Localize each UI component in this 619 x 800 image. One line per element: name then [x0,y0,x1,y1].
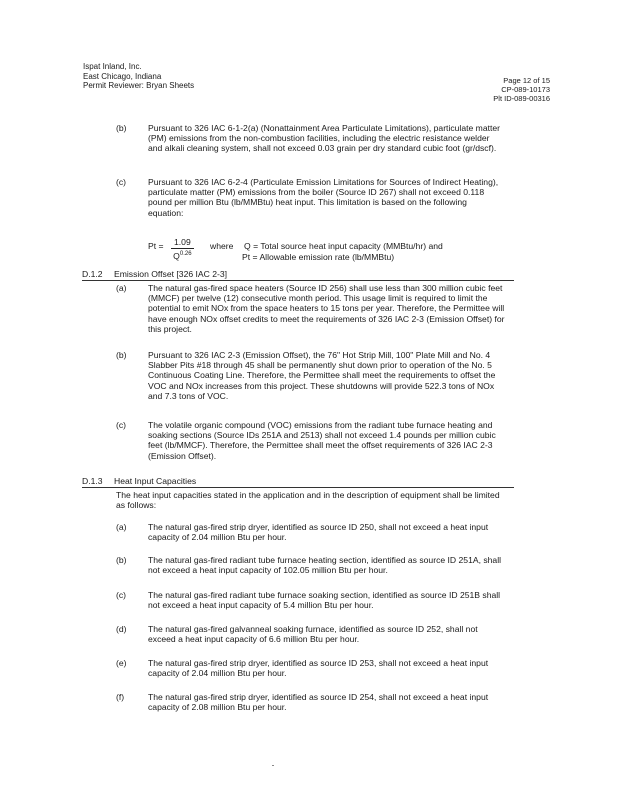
item-label: (c) [116,177,127,187]
paragraph: The natural gas-fired radiant tube furnace heating section, identified as source ID 251A, shall not exceed a heat input capacity of 102.05 million Btu per hour. [148,555,502,576]
item-label: (b) [116,350,127,360]
scan-speck [272,765,274,766]
equation-lhs: Pt = [148,241,164,251]
paragraph: Pursuant to 326 IAC 2-3 (Emission Offset), the 76" Hot Strip Mill, 100" Plate Mill and No. 4 Slabber Pits #18 through 45 shall be permanently shut down prior to operation of the No. 5 Continuous Coating Line. Therefore, the Permittee shall meet the requirements to offset the VOC and NOx increases from this project. These shutdowns will provide 522.3 tons of NOx and 7.3 tons of VOC. [148,350,496,401]
equation-exponent: 0.26 [179,251,192,257]
paragraph: The natural gas-fired strip dryer, identified as source ID 250, shall not exceed a heat input capacity of 2.04 million Btu per hour. [148,522,489,543]
paragraph: The natural gas-fired strip dryer, identified as source ID 253, shall not exceed a heat input capacity of 2.04 million Btu per hour. [148,658,489,679]
paragraph: The natural gas-fired space heaters (Source ID 256) shall use less than 300 million cubic feet (MMCF) per twelve (12) consecutive month period. This usage limit is required to limit the potential to emit NOx from the space heaters to 15 tons per year. Therefore, the Permittee will have enough NOx offset credits to meet the requirements of 326 IAC 2-3 (Emission Offset) for this project. [148,283,505,334]
item-label: (d) [116,624,127,634]
equation-denominator: Q [173,250,180,261]
item-label: (f) [116,692,125,702]
section-intro: The heat input capacities stated in the application and in the description of equipment shall be limited as follows: [116,490,500,511]
equation-fraction [171,237,194,262]
header-plant-id: Plt ID-089-00316 [493,94,550,103]
paragraph: Pursuant to 326 IAC 6-1-2(a) (Nonattainment Area Particulate Limitations), particulate matter (PM) emissions from the non-combustion facilities, including the electric resistance welder and alkali cleaning system, shall not exceed 0.03 grain per dry standard cubic foot (gr/dscf). [148,123,501,154]
section-number: D.1.3 [82,476,103,486]
header-permit-number: CP-089-10173 [501,85,550,94]
paragraph: The natural gas-fired radiant tube furnace soaking section, identified as source ID 251B shall not exceed a heat input capacity of 5.4 million Btu per hour. [148,590,501,611]
item-label: (c) [116,590,127,600]
item-label: (b) [116,555,127,565]
header-company: Ispat Inland, Inc. [83,62,142,71]
equation-def-q: Q = Total source heat input capacity (MMBtu/hr) and [244,241,443,251]
paragraph: The natural gas-fired strip dryer, identified as source ID 254, shall not exceed a heat input capacity of 2.08 million Btu per hour. [148,692,489,713]
item-label: (a) [116,522,127,532]
header-reviewer: Permit Reviewer: Bryan Sheets [83,81,195,90]
header-page-number: Page 12 of 15 [503,76,550,85]
header-right [470,76,550,103]
section-number: D.1.2 [82,269,103,279]
section-rule [82,280,514,281]
header-location: East Chicago, Indiana [83,71,162,81]
item-label: (e) [116,658,127,668]
item-label: (b) [116,123,127,133]
section-title: Heat Input Capacities [114,476,197,486]
equation-where: where [210,241,234,251]
paragraph: Pursuant to 326 IAC 6-2-4 (Particulate Emission Limitations for Sources of Indirect Heating), particulate matter (PM) emissions from the boiler (Source ID 267) shall not exceed 0.118 pound per million Btu (lb/MMBtu) heat input. This limitation is based on the following equation: [148,177,499,218]
equation-def-pt: Pt = Allowable emission rate (lb/MMBtu) [242,252,395,262]
item-label: (c) [116,420,127,430]
item-label: (a) [116,283,127,293]
paragraph: The natural gas-fired galvanneal soaking furnace, identified as source ID 252, shall not exceed a heat input capacity of 6.6 million Btu per hour. [148,624,478,645]
section-rule [82,487,514,488]
section-title: Emission Offset [326 IAC 2-3] [114,269,228,279]
paragraph: The volatile organic compound (VOC) emissions from the radiant tube furnace heating and soaking sections (Source IDs 251A and 2513) shall not exceed 1.4 pounds per million cubic feet (lb/MMCF). Therefore, the Permittee shall meet the offset requirements of 326 IAC 2-3 (Emission Offset). [148,420,496,461]
header-left [83,62,194,91]
equation-numerator: 1.09 [171,237,194,249]
